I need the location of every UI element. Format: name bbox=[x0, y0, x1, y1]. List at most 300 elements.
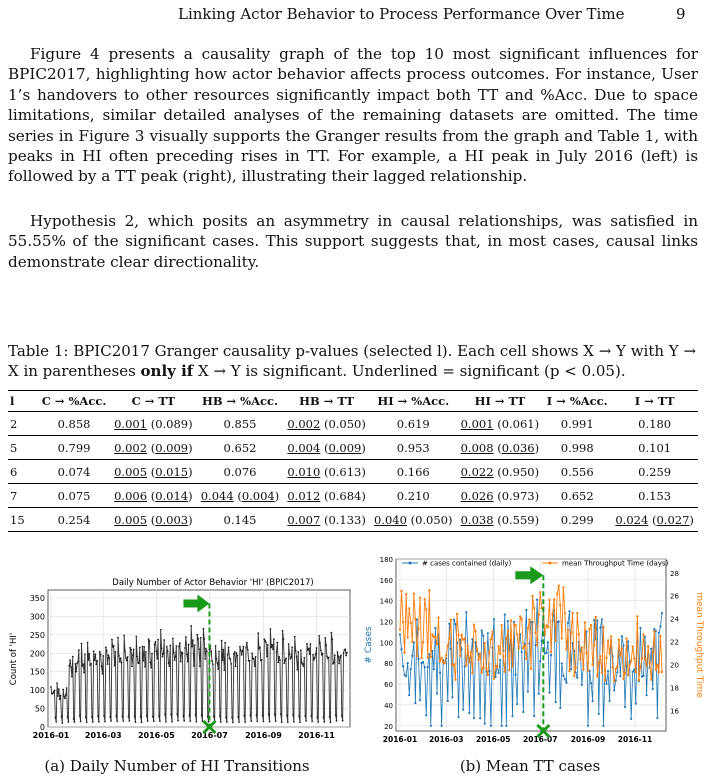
hi-data-point bbox=[276, 651, 278, 653]
hi-data-point bbox=[341, 715, 343, 717]
hi-data-point bbox=[134, 716, 136, 718]
hi-data-point bbox=[261, 659, 263, 661]
hi-data-point bbox=[178, 646, 180, 648]
cases-data-point bbox=[639, 627, 641, 629]
hi-data-point bbox=[194, 644, 196, 646]
tt-data-point bbox=[573, 675, 575, 677]
cases-data-point bbox=[498, 672, 500, 674]
cases-data-point bbox=[621, 635, 623, 637]
tt-data-point bbox=[447, 645, 449, 647]
hi-data-point bbox=[217, 668, 219, 670]
hi-data-point bbox=[270, 647, 272, 649]
cases-data-point bbox=[481, 629, 483, 631]
y2-tick-label: 22 bbox=[670, 638, 679, 647]
x-tick-label: 2016-09 bbox=[245, 731, 282, 740]
hi-data-point bbox=[296, 669, 298, 671]
cases-data-point bbox=[468, 712, 470, 714]
table-cell: 0.101 bbox=[611, 436, 698, 460]
hi-data-point bbox=[212, 663, 214, 665]
column-header: HB → TT bbox=[283, 391, 370, 412]
tt-data-point bbox=[400, 590, 402, 592]
table-cell: 0.026 (0.973) bbox=[457, 484, 544, 508]
table-cell: 6 bbox=[8, 460, 38, 484]
hi-data-point bbox=[68, 721, 70, 723]
cases-data-point bbox=[504, 613, 506, 615]
hi-data-point bbox=[229, 658, 231, 660]
tt-data-point bbox=[561, 637, 563, 639]
hi-data-point bbox=[209, 648, 211, 650]
tt-data-point bbox=[653, 630, 655, 632]
tt-data-point bbox=[445, 654, 447, 656]
tt-data-point bbox=[430, 656, 432, 658]
table-cell: 0.004 (0.009) bbox=[283, 436, 370, 460]
hi-data-point bbox=[294, 636, 296, 638]
hi-data-point bbox=[326, 655, 328, 657]
hi-data-point bbox=[285, 658, 287, 660]
hi-data-point bbox=[95, 653, 97, 655]
hi-data-point bbox=[169, 665, 171, 667]
cases-data-point bbox=[499, 659, 501, 661]
hi-data-point bbox=[101, 665, 103, 667]
hi-data-point bbox=[283, 638, 285, 640]
tt-data-point bbox=[405, 593, 407, 595]
y-tick-label: 60 bbox=[384, 681, 393, 690]
cases-data-point bbox=[545, 652, 547, 654]
cases-data-point bbox=[568, 610, 570, 612]
hi-data-point bbox=[99, 651, 101, 653]
tt-data-point bbox=[648, 661, 650, 663]
hi-data-point bbox=[162, 656, 164, 658]
hi-data-point bbox=[54, 690, 56, 692]
hi-data-point bbox=[129, 647, 131, 649]
hi-data-point bbox=[96, 660, 98, 662]
hi-data-point bbox=[115, 651, 117, 653]
x-tick-label: 2016-05 bbox=[137, 731, 175, 740]
tt-data-point bbox=[422, 641, 424, 643]
hi-data-point bbox=[121, 662, 123, 664]
page-number: 9 bbox=[676, 5, 686, 23]
hi-data-point bbox=[55, 721, 57, 723]
hi-data-point bbox=[263, 638, 265, 640]
tt-data-point bbox=[522, 647, 524, 649]
hi-data-point bbox=[288, 643, 290, 645]
y-tick-label: 140 bbox=[379, 597, 393, 606]
cases-data-point bbox=[453, 619, 455, 621]
hi-data-point bbox=[279, 659, 281, 661]
cases-data-point bbox=[484, 723, 486, 725]
hi-data-point bbox=[173, 652, 175, 654]
tt-data-point bbox=[402, 621, 404, 623]
tt-data-point bbox=[467, 645, 469, 647]
cases-data-point bbox=[616, 671, 618, 673]
hi-data-point bbox=[136, 656, 138, 658]
hi-data-point bbox=[303, 657, 305, 659]
tt-data-point bbox=[480, 671, 482, 673]
cases-data-point bbox=[558, 620, 560, 622]
tt-data-point bbox=[419, 597, 421, 599]
cases-data-point bbox=[624, 706, 626, 708]
table-cell: 0.005 (0.015) bbox=[110, 460, 197, 484]
tt-data-point bbox=[427, 656, 429, 658]
tt-data-point bbox=[647, 645, 649, 647]
hi-data-point bbox=[87, 642, 89, 644]
tt-data-point bbox=[511, 665, 513, 667]
tt-data-point bbox=[423, 598, 425, 600]
hi-data-point bbox=[344, 648, 346, 650]
hi-data-point bbox=[144, 666, 146, 668]
tt-data-point bbox=[507, 630, 509, 632]
hi-data-point bbox=[234, 651, 236, 653]
cases-data-point bbox=[567, 622, 569, 624]
y-tick-label: 100 bbox=[29, 686, 45, 696]
table-caption: Table 1: BPIC2017 Granger causality p-values (selected l). Each cell shows X → Y with Y → X in parentheses only if X → Y is significant. Underlined = significant (p < 0.05). bbox=[8, 342, 697, 380]
hi-data-point bbox=[122, 720, 124, 722]
tt-data-point bbox=[484, 642, 486, 644]
hi-data-point bbox=[231, 717, 233, 719]
hi-data-point bbox=[182, 652, 184, 654]
hi-data-point bbox=[53, 691, 55, 693]
legend-label-cases: # cases contained (daily) bbox=[422, 559, 512, 568]
hi-data-point bbox=[251, 653, 253, 655]
hi-data-point bbox=[191, 646, 193, 648]
tt-data-point bbox=[562, 586, 564, 588]
hi-data-point bbox=[236, 655, 238, 657]
hi-data-point bbox=[303, 665, 305, 667]
hi-data-point bbox=[240, 649, 242, 651]
hi-data-point bbox=[311, 720, 313, 722]
hi-data-point bbox=[205, 648, 207, 650]
tt-data-point bbox=[599, 655, 601, 657]
hi-data-point bbox=[271, 644, 273, 646]
cases-data-point bbox=[507, 620, 509, 622]
tt-data-point bbox=[611, 666, 613, 668]
tt-data-point bbox=[474, 630, 476, 632]
tt-data-point bbox=[632, 645, 634, 647]
tt-data-point bbox=[425, 608, 427, 610]
tt-data-point bbox=[636, 615, 638, 617]
hi-data-point bbox=[226, 721, 228, 723]
hi-data-point bbox=[60, 695, 62, 697]
cases-data-point bbox=[587, 725, 589, 727]
cases-data-point bbox=[419, 699, 421, 701]
cases-data-point bbox=[602, 725, 604, 727]
cases-data-point bbox=[565, 681, 567, 683]
hi-data-point bbox=[103, 715, 105, 717]
hi-data-point bbox=[208, 721, 210, 723]
hi-data-point bbox=[62, 689, 64, 691]
table-cell: 0.001 (0.089) bbox=[110, 412, 197, 436]
hi-data-point bbox=[124, 650, 126, 652]
tt-data-point bbox=[468, 661, 470, 663]
hi-data-point bbox=[330, 721, 332, 723]
hi-data-point bbox=[172, 638, 174, 640]
hi-data-point bbox=[101, 673, 103, 675]
hi-data-point bbox=[210, 651, 212, 653]
hi-data-point bbox=[216, 662, 218, 664]
hi-data-point bbox=[335, 714, 337, 716]
tt-data-point bbox=[582, 668, 584, 670]
tt-data-point bbox=[534, 632, 536, 634]
cases-data-point bbox=[490, 725, 492, 727]
hi-data-point bbox=[291, 647, 293, 649]
hi-data-point bbox=[207, 716, 209, 718]
hi-data-point bbox=[295, 650, 297, 652]
tt-data-point bbox=[570, 631, 572, 633]
hi-data-point bbox=[128, 716, 130, 718]
hi-data-point bbox=[187, 661, 189, 663]
hi-data-point bbox=[139, 647, 141, 649]
tt-data-point bbox=[482, 666, 484, 668]
hi-data-point bbox=[174, 659, 176, 661]
hi-data-point bbox=[58, 688, 60, 690]
hi-data-point bbox=[281, 721, 283, 723]
cases-data-point bbox=[451, 696, 453, 698]
legend-marker-tt bbox=[549, 562, 552, 565]
table-cell: 0.007 (0.133) bbox=[283, 508, 370, 532]
y-tick-label: 100 bbox=[379, 639, 393, 648]
hi-data-point bbox=[337, 651, 339, 653]
hi-data-point bbox=[337, 655, 339, 657]
tt-data-point bbox=[497, 645, 499, 647]
tt-data-point bbox=[571, 612, 573, 614]
hi-data-point bbox=[256, 720, 258, 722]
cases-data-point bbox=[482, 635, 484, 637]
table-cell: 0.001 (0.061) bbox=[457, 412, 544, 436]
hi-data-point bbox=[109, 716, 111, 718]
tt-data-point bbox=[655, 668, 657, 670]
hi-data-point bbox=[156, 658, 158, 660]
cases-data-point bbox=[635, 702, 637, 704]
hi-data-point bbox=[331, 639, 333, 641]
hi-data-point bbox=[277, 661, 279, 663]
hi-data-point bbox=[57, 695, 59, 697]
y-tick-label: 80 bbox=[384, 660, 393, 669]
hi-data-point bbox=[317, 721, 319, 723]
column-header: I → %Acc. bbox=[543, 391, 611, 412]
tt-data-point bbox=[650, 679, 652, 681]
y-tick-label: 20 bbox=[384, 722, 393, 731]
tt-data-point bbox=[505, 637, 507, 639]
hi-data-point bbox=[242, 650, 244, 652]
hi-data-point bbox=[105, 647, 107, 649]
y2-axis-label: mean Throughput Time bbox=[694, 592, 704, 698]
x-tick-label: 2016-11 bbox=[617, 735, 653, 744]
y-tick-label: 150 bbox=[29, 667, 45, 677]
tt-data-point bbox=[493, 677, 495, 679]
tt-data-point bbox=[439, 660, 441, 662]
cases-data-point bbox=[433, 668, 435, 670]
hi-data-point bbox=[197, 638, 199, 640]
y-tick-label: 300 bbox=[29, 612, 45, 622]
hi-data-point bbox=[180, 661, 182, 663]
hi-data-point bbox=[75, 671, 77, 673]
tt-data-point bbox=[510, 619, 512, 621]
table-cell: 0.010 (0.613) bbox=[283, 460, 370, 484]
table-cell: 0.076 bbox=[197, 460, 284, 484]
hi-data-point bbox=[317, 717, 319, 719]
cases-data-point bbox=[605, 683, 607, 685]
hi-data-point bbox=[278, 656, 280, 658]
hi-data-point bbox=[94, 659, 96, 661]
tt-data-point bbox=[459, 655, 461, 657]
tt-data-point bbox=[630, 660, 632, 662]
hi-data-point bbox=[66, 687, 68, 689]
cases-data-point bbox=[627, 640, 629, 642]
cases-data-point bbox=[488, 670, 490, 672]
tt-data-point bbox=[491, 631, 493, 633]
cases-data-point bbox=[465, 611, 467, 613]
hi-data-point bbox=[343, 652, 345, 654]
tt-data-point bbox=[568, 670, 570, 672]
hi-data-point bbox=[322, 653, 324, 655]
cases-data-point bbox=[632, 671, 634, 673]
hi-data-point bbox=[151, 653, 153, 655]
tt-data-point bbox=[530, 667, 532, 669]
hi-data-point bbox=[221, 640, 223, 642]
hi-data-point bbox=[247, 649, 249, 651]
hi-data-point bbox=[106, 650, 108, 652]
cases-data-point bbox=[622, 644, 624, 646]
table-cell: 0.008 (0.036) bbox=[457, 436, 544, 460]
hi-data-point bbox=[85, 716, 87, 718]
cases-data-point bbox=[479, 717, 481, 719]
hi-data-point bbox=[110, 720, 112, 722]
table-cell: 5 bbox=[8, 436, 38, 460]
cases-data-point bbox=[652, 688, 654, 690]
cases-data-point bbox=[536, 598, 538, 600]
hi-data-point bbox=[245, 647, 247, 649]
cases-data-point bbox=[570, 668, 572, 670]
hi-data-point bbox=[238, 721, 240, 723]
tt-data-point bbox=[488, 651, 490, 653]
hi-data-point bbox=[259, 646, 261, 648]
tt-data-point bbox=[456, 613, 458, 615]
hi-data-point bbox=[325, 644, 327, 646]
hi-data-point bbox=[81, 643, 83, 645]
tt-data-point bbox=[601, 672, 603, 674]
hi-data-point bbox=[121, 716, 123, 718]
hi-data-point bbox=[135, 636, 137, 638]
x-tick-label: 2016-11 bbox=[298, 731, 335, 740]
table-row bbox=[8, 460, 698, 484]
tt-data-point bbox=[527, 627, 529, 629]
hi-data-point bbox=[310, 643, 312, 645]
cases-data-point bbox=[650, 648, 652, 650]
hi-data-point bbox=[120, 657, 122, 659]
tt-data-point bbox=[411, 641, 413, 643]
y2-tick-label: 24 bbox=[670, 615, 679, 624]
hi-data-point bbox=[177, 720, 179, 722]
hi-data-point bbox=[290, 658, 292, 660]
tt-data-point bbox=[550, 651, 552, 653]
hi-data-point bbox=[236, 652, 238, 654]
cases-data-point bbox=[462, 709, 464, 711]
hi-data-point bbox=[115, 715, 117, 717]
cases-data-point bbox=[661, 612, 663, 614]
hi-data-point bbox=[86, 721, 88, 723]
hi-data-point bbox=[299, 721, 301, 723]
hi-data-point bbox=[93, 650, 95, 652]
cases-data-point bbox=[592, 700, 594, 702]
tt-data-point bbox=[471, 672, 473, 674]
tt-data-point bbox=[551, 613, 553, 615]
paragraph-1: Figure 4 presents a causality graph of the top 10 most significant influences for BPIC2017, highlighting how actor behavior affects process outcomes. For instance, User 1’s handovers to other resources significantly impact both TT and %Acc. Due to space limitations, similar detailed analyses of the remaining datasets are omitted. The time series in Figure 3 visually supports the Granger results from the graph and Table 1, with peaks in HI often preceding rises in TT. For example, a HI peak in July 2016 (left) is followed by a TT peak (right), illustrating their lagged relationship. bbox=[8, 45, 698, 186]
hi-data-point bbox=[315, 653, 317, 655]
column-header: I → TT bbox=[611, 391, 698, 412]
cases-data-point bbox=[522, 711, 524, 713]
x-tick-label: 2016-09 bbox=[570, 735, 606, 744]
tt-data-point bbox=[450, 618, 452, 620]
table-cell: 0.075 bbox=[38, 484, 110, 508]
hi-data-point bbox=[312, 654, 314, 656]
column-header: C → TT bbox=[110, 391, 197, 412]
tt-data-point bbox=[579, 658, 581, 660]
hi-data-point bbox=[184, 647, 186, 649]
hi-data-point bbox=[257, 632, 259, 634]
tt-data-point bbox=[525, 658, 527, 660]
hi-data-point bbox=[183, 720, 185, 722]
hi-data-point bbox=[176, 713, 178, 715]
cases-data-point bbox=[613, 689, 615, 691]
tt-data-point bbox=[403, 651, 405, 653]
cases-data-point bbox=[408, 694, 410, 696]
hi-data-point bbox=[97, 715, 99, 717]
cases-data-point bbox=[548, 692, 550, 694]
tt-data-point bbox=[635, 671, 637, 673]
legend-marker-cases bbox=[409, 562, 412, 565]
tt-data-point bbox=[508, 669, 510, 671]
hi-data-point bbox=[262, 715, 264, 717]
tt-data-point bbox=[502, 655, 504, 657]
column-header: C → %Acc. bbox=[38, 391, 110, 412]
cases-data-point bbox=[513, 621, 515, 623]
hi-data-point bbox=[290, 656, 292, 658]
tt-data-point bbox=[487, 674, 489, 676]
table-cell: 0.074 bbox=[38, 460, 110, 484]
hi-data-point bbox=[329, 716, 331, 718]
hi-data-point bbox=[253, 658, 255, 660]
hi-data-point bbox=[107, 663, 109, 665]
cases-data-point bbox=[399, 633, 401, 635]
hi-data-point bbox=[61, 722, 63, 724]
hi-data-point bbox=[195, 714, 197, 716]
hi-data-point bbox=[196, 634, 198, 636]
tt-data-point bbox=[616, 665, 618, 667]
tt-data-point bbox=[625, 637, 627, 639]
hi-data-point bbox=[189, 715, 191, 717]
tt-data-point bbox=[641, 657, 643, 659]
tt-data-point bbox=[593, 644, 595, 646]
hi-data-point bbox=[171, 721, 173, 723]
tt-data-point bbox=[615, 668, 617, 670]
hi-data-point bbox=[309, 653, 311, 655]
hi-data-point bbox=[200, 637, 202, 639]
hi-data-point bbox=[90, 663, 92, 665]
table-cell: 0.799 bbox=[38, 436, 110, 460]
hi-data-point bbox=[182, 715, 184, 717]
cases-data-point bbox=[400, 648, 402, 650]
hi-data-point bbox=[330, 632, 332, 634]
hi-data-point bbox=[296, 656, 298, 658]
granger-table bbox=[8, 390, 698, 532]
cases-data-point bbox=[561, 662, 563, 664]
hi-data-point bbox=[345, 655, 347, 657]
cases-data-point bbox=[550, 654, 552, 656]
hi-data-point bbox=[244, 721, 246, 723]
hi-data-point bbox=[119, 661, 121, 663]
hi-data-point bbox=[256, 715, 258, 717]
tt-data-point bbox=[533, 607, 535, 609]
